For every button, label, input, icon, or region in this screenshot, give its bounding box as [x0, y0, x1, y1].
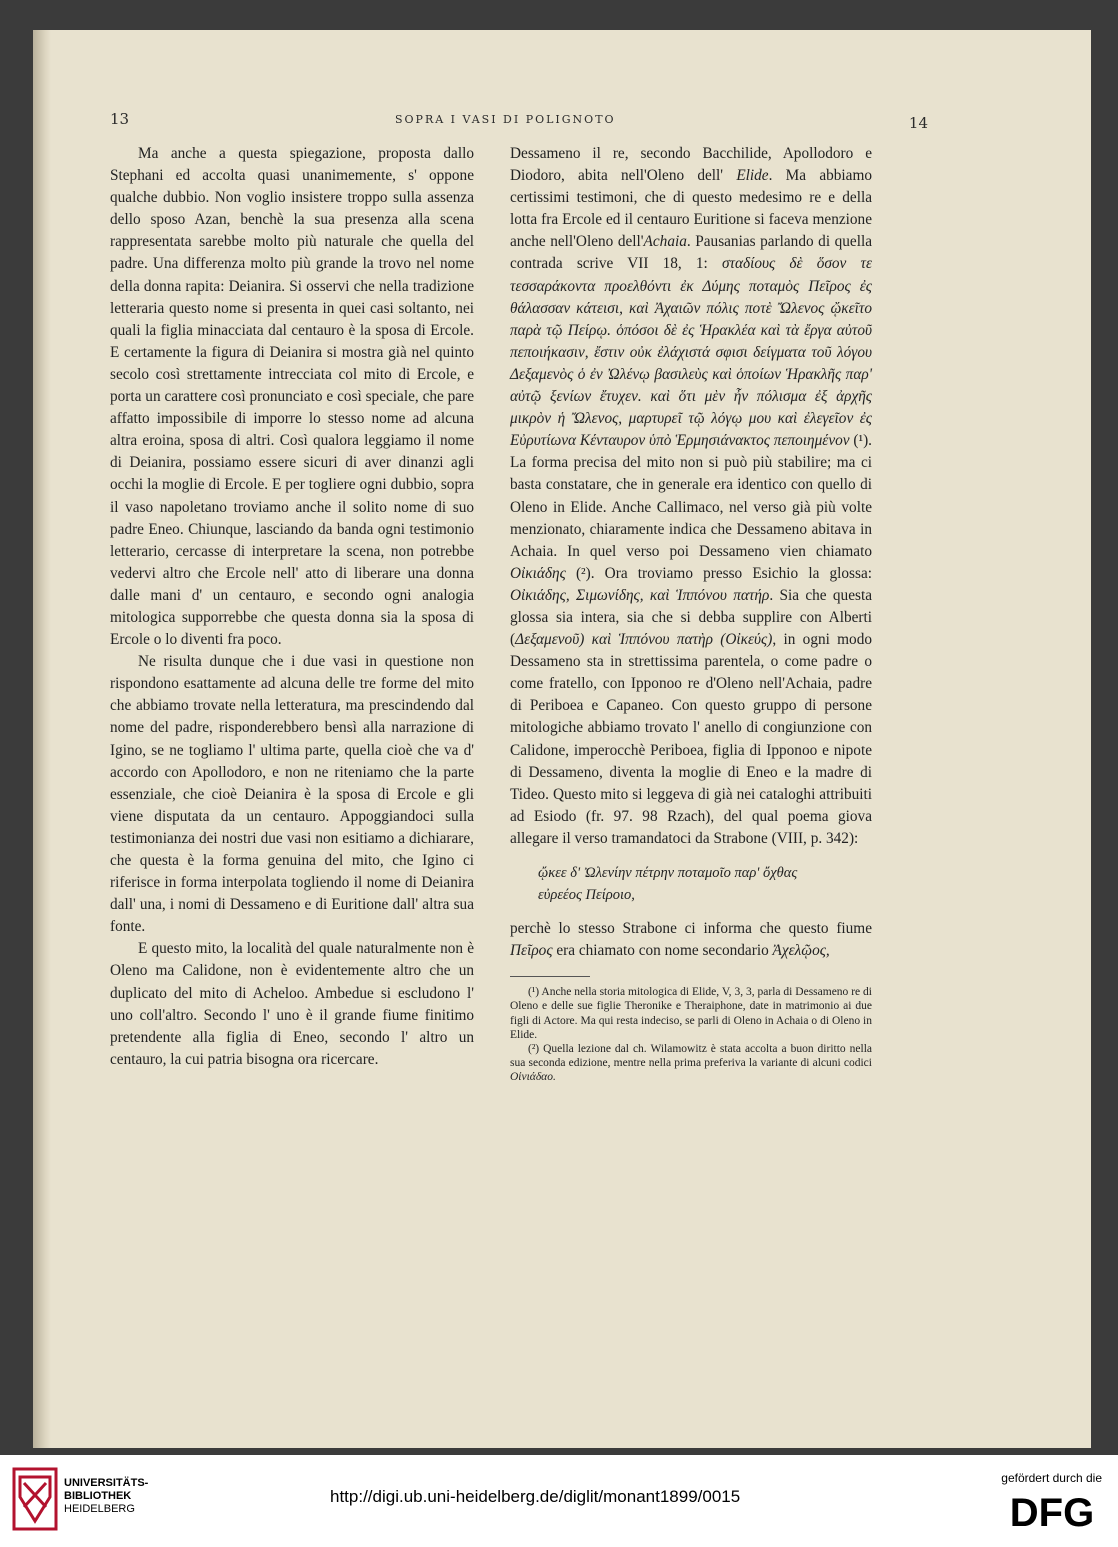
permalink-url[interactable]: http://digi.ub.uni-heidelberg.de/diglit/monant1899/0015: [330, 1487, 741, 1506]
text-run: era chiamato con nome secondario: [552, 942, 773, 960]
left-column: [110, 143, 474, 1071]
greek-word: Οἰνιάδαο.: [510, 1071, 556, 1084]
university-seal-icon[interactable]: [12, 1467, 58, 1531]
left-page-number: 13: [110, 110, 130, 128]
greek-quotation: σταδίους δὲ ὅσον τε τεσσαράκοντα προελθόντι ἐκ Δύμης ποταμὸς Πεῖρος ἐς θάλασσαν κάτεισι, καὶ Ἀχαιῶν πόλις ποτὲ Ὤλενος ᾤκεῖτο παρὰ τῷ Πείρῳ. ὁπόσοι δὲ ἐς Ἡρακλέα καὶ τὰ ἔργα αὐτοῦ πεποιήκασιν, ἔστιν οὐκ ἐλάχιστά σφισι δείγματα τοῦ λόγου Δεξαμενὸς ὁ ἐν Ὠλένῳ βασιλεὺς καὶ ὁποίων Ἡρακλῆς παρ' αὐτῷ ξενίων ἔτυχεν. καὶ ὅτι μὲν ἦν πόλισμα ἐξ ἀρχῆς μικρὸν ἡ Ὤλενος, μαρτυρεῖ τῷ λόγῳ μου καὶ ἐλεγεῖον ἐς Εὐρυτίωνα Κένταυρον ὑπὸ Ἑρμησιάνακτος πεποιημένον: [510, 255, 873, 450]
page-gutter: [33, 30, 51, 1448]
text-run: (¹). La forma precisa del mito non si può più stabilire; ma ci basta constatare, che in generale era identico con quello di Oleno in Elide. Anche Callimaco, nel verso già più volte menzionato, chiaramente indica che Dessameno abitava in Achaia. In quel verso poi Dessameno vien chiamato: [510, 432, 873, 560]
greek-word: Ἀχελῷος,: [772, 942, 830, 960]
running-title: SOPRA I VASI DI POLIGNOTO: [395, 113, 616, 126]
greek-word: Πεῖρος: [510, 942, 553, 960]
text-run: (²). Ora troviamo presso Esichio la glossa:: [565, 564, 872, 582]
text-run: . Ma abbiamo certissimi testimoni, che di questo medesimo re e della lotta fra Ercole ed il centauro Euritione si faceva menzione anche nell'Oleno dell': [510, 167, 872, 251]
text-run: , in ogni modo Dessameno sta in strettissima parentela, o come padre o come fratello, con Ipponoo re d'Oleno nell'Achaia, padre di Periboea e Capaneo. Con questo gruppo di persone mitologiche abbiamo trovato l' anello di congiunzione con Calidone, imperocchè Periboea, figlia di Ipponoo e nipote di Dessameno, diventa la moglie di Eneo e la madre di Tideo. Questo mito si leggeva di già nei cataloghi attribuiti ad Esiodo (fr. 97. 98 Rzach), del qual poema giova allegare il verso tramandatoci da Strabone (VIII, p. 342):: [510, 631, 873, 847]
text-run: . Sia che questa glossa sia intera, sia che si debba supplire con Alberti (: [510, 586, 872, 649]
paragraph: Ma anche a questa spiegazione, proposta dallo Stephani ed accolta quasi unanimemente, s' oppone qualche dubbio. Non voglio insistere troppo sulla assenza dello sposo Azan, benchè la sua presenza alla scena rappresentata sarebbe molto più naturale che quella del padre. Una differenza molto più grande la trovo nel nome della donna rapita: Deianira. Si osservi che nella tradizione letteraria questo nome si presenta in quei casi soltanto, nei quali la figlia minacciata dal centauro è la sposa di Ercole. E certamente la figura di Deianira si mostra già nel quinto secolo così strettamente intrecciata col mito di Ercole, e porta un carattere così pronunciato e così speciale, che pare affatto impossibile di imporre lo stesso nome ad alcuna altra eroina, sposa di altri. Così qualora leggiamo il nome di Deianira, possiamo essere sicuri di aver dinanzi agli occhi la moglie di Ercole. E per togliere ogni dubbio, sopra il vaso napoletano troviamo anche il solito nome di suo padre Eneo. Chiunque, lasciando da banda ogni testimonio letterario, cercasse di interpretare la scena, non potrebbe vedervi altro che Ercole nell' atto di liberare una donna dalle mani d' un centauro, e secondo ogni analogia mitologica supporrebbe che questa donna sia la sposa di Ercole o lo diventi fra poco.: [110, 145, 474, 649]
text-run: Dessameno il re, secondo Bacchilide, Apollodoro e Diodoro, abita nell'Oleno dell': [510, 145, 872, 185]
verse-quotation: [538, 862, 872, 906]
verse-line: ᾤκεε δ' Ὠλενίην πέτρην ποταμοῖο παρ' ὄχθας: [538, 865, 798, 881]
text-run: (²) Quella lezione dal ch. Wilamowitz è stata accolta a buon diritto nella sua seconda edizione, mentre nella prima preferiva la variante di alcuni codici: [510, 1043, 872, 1070]
paragraph: Ne risulta dunque che i due vasi in questione non rispondono esattamente ad alcuna delle tre forme del mito che abbiamo trovate nella letteratura, ma prescindendo dal nome del padre, risponderebbero bensì alla narrazione di Igino, se ne togliamo l' ultima parte, quella cioè che va d' accordo con Apollodoro, e non ne riteniamo che la parte essenziale, che cioè Deianira è la sposa di Ercole e gli viene disputata da un centauro. Appoggiandoci sulla testimonianza dei nostri due vasi non esitiamo a dichiarare, che questa è la forma genuina del mito, che Igino ci riferisce in forma interpolata togliendo il nome di Deianira dall' una, i nomi di Dessameno e di Euritione dall' altra sua fonte.: [110, 653, 474, 936]
verse-line: εὐρεέος Πείροιο,: [538, 887, 635, 903]
paragraph: [510, 143, 872, 850]
paragraph: [510, 918, 872, 962]
institution-line: UNIVERSITÄTS-: [64, 1477, 149, 1489]
italic-place-achaia: Achaia: [643, 233, 687, 251]
footnote-1: (¹) Anche nella storia mitologica di Elide, V, 3, 3, parla di Dessameno re di Oleno e delle sue figlie Theronike e Theraiphone, date in matrimonio ai due figli di Actore. Ma qui resta indeciso, se parli di Oleno in Achaia o di Oleno in Elide.: [510, 986, 872, 1041]
dfg-logo-icon[interactable]: [1002, 1491, 1102, 1531]
funded-by-label: gefördert durch die: [1001, 1471, 1102, 1485]
greek-supplement: Δεξαμενοῦ) καὶ Ἱππόνου πατὴρ (Οἰκεύς): [515, 631, 773, 649]
institution-name[interactable]: [64, 1477, 148, 1516]
italic-place-elide: Elide: [736, 167, 769, 185]
footnote-2: [510, 1042, 872, 1085]
dfg-logo-text: DFG: [1009, 1491, 1095, 1531]
greek-word: Οἰκιάδης: [510, 564, 566, 582]
text-run: perchè lo stesso Strabone ci informa che questo fiume: [510, 920, 872, 937]
footnote-rule: [510, 976, 590, 977]
footer-bar: [0, 1455, 1118, 1547]
right-column: [510, 143, 872, 1085]
paragraph: E questo mito, la località del quale naturalmente non è Oleno ma Calidone, non è evidentemente altro che un duplicato del mito di Acheloo. Ambedue si escludono l' uno coll'altro. Secondo l' uno è il grande fiume finitimo pretendente alla figlia di Eneo, secondo l' altro un centauro, la cui patria bisogna ora ricercare.: [110, 940, 474, 1068]
text-run: . Pausanias parlando di quella contrada scrive VII 18, 1:: [510, 233, 872, 273]
institution-line: BIBLIOTHEK: [64, 1490, 132, 1502]
right-page-number: 14: [908, 114, 928, 132]
institution-line: HEIDELBERG: [64, 1503, 135, 1515]
greek-glossa: Οἰκιάδης, Σιμωνίδης, καὶ Ἱππόνου πατήρ: [510, 586, 770, 604]
